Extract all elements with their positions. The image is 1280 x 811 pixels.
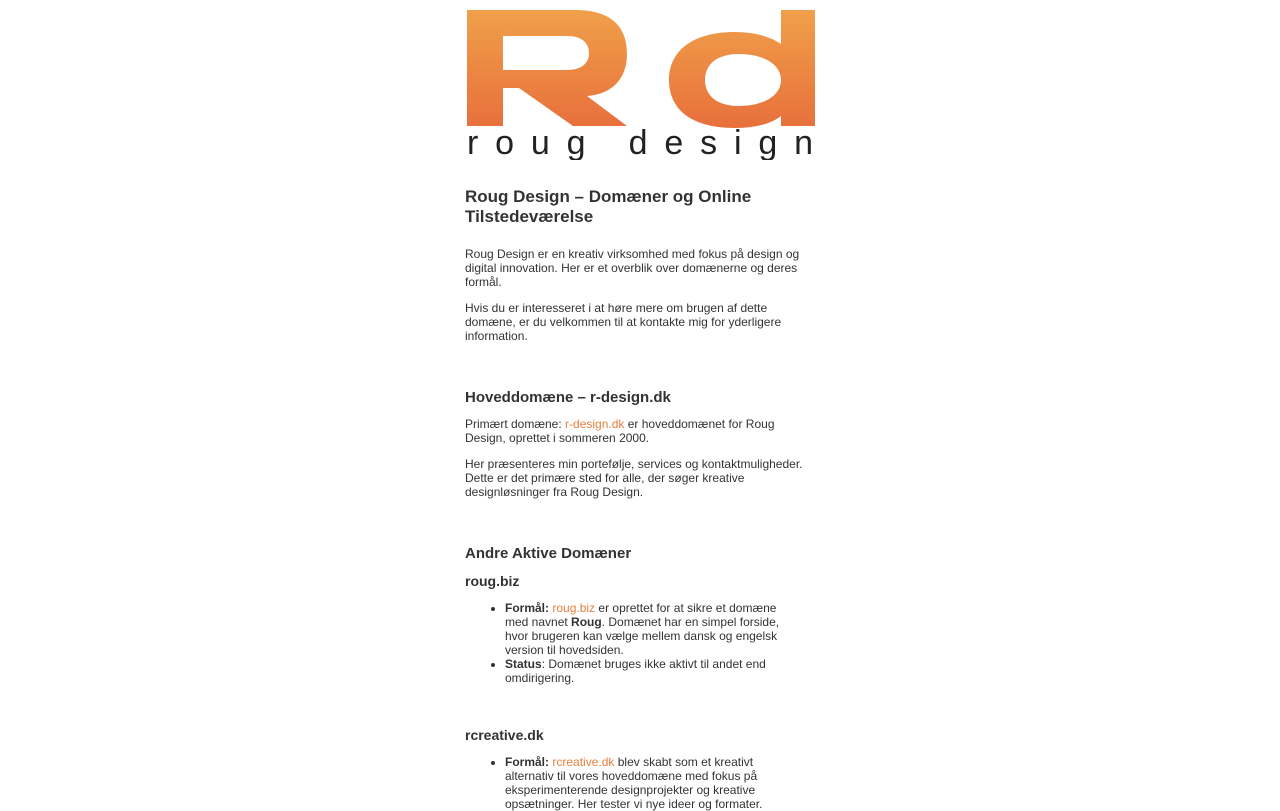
page-title: Roug Design – Domæner og Online Tilstedeværelse: [465, 187, 752, 226]
list-item: • Formål: roug.biz er oprettet for at sikre et domæne med navnet Roug. Domænet har en simpel forside, hvor brugeren kan vælge mellem dansk og engelsk version til hovedsiden.: [505, 601, 795, 657]
r-design-link[interactable]: r-design.dk: [565, 417, 625, 431]
roug-biz-heading: roug.biz: [465, 573, 520, 589]
main-domain-section: [465, 389, 815, 499]
intro-paragraph-1: Roug Design er en kreativ virksomhed med fokus på design og digital innovation. Her er et overblik over domænerne og deres formål.: [465, 247, 800, 289]
rcreative-list: [465, 755, 795, 811]
roug-design-logo[interactable]: [465, 8, 815, 160]
page-content: [465, 8, 815, 811]
rcreative-link[interactable]: rcreative.dk: [552, 755, 615, 769]
roug-biz-list: [465, 601, 795, 685]
list-item: • Formål: rcreative.dk blev skabt som et kreativt alternativ til vores hoveddomæne med fokus på eksperimenterende designprojekter og kreative opsætninger. Her tester vi nye ideer og formater.: [505, 755, 795, 811]
other-domains-heading: Andre Aktive Domæner: [465, 545, 632, 562]
rcreative-heading: rcreative.dk: [465, 727, 544, 743]
logo-letter-d: [669, 10, 815, 128]
main-domain-paragraph-1: Primært domæne: r-design.dk er hoveddomænet for Roug Design, oprettet i sommeren 2000.: [465, 417, 775, 445]
main-domain-heading: Hoveddomæne – r-design.dk: [465, 389, 671, 406]
main-domain-paragraph-2: Her præsenteres min portefølje, services og kontaktmuligheder. Dette er det primære sted for alle, der søger kreative designløsninger fra Roug Design.: [465, 457, 803, 499]
list-item: • Status: Domænet bruges ikke aktivt til andet end omdirigering.: [505, 657, 795, 685]
intro-paragraph-2: Hvis du er interesseret i at høre mere om brugen af dette domæne, er du velkommen til at kontakte mig for yderligere information.: [465, 301, 782, 343]
logo-letter-r: [467, 10, 627, 126]
roug-biz-link[interactable]: roug.biz: [552, 601, 596, 615]
other-domains-section: [465, 545, 815, 811]
logo-wordmark: roug design: [467, 124, 813, 160]
